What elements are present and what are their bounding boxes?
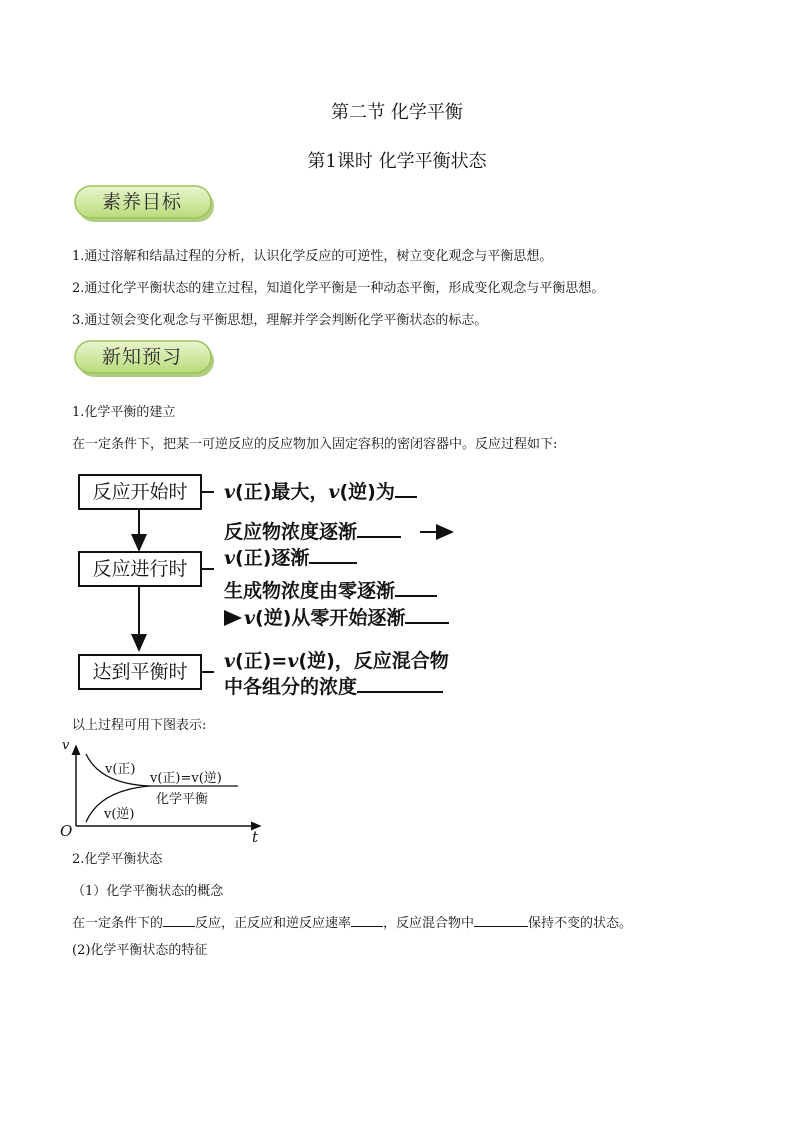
flow-box-progress: 反应进行时: [78, 551, 202, 587]
answer-blank: [405, 606, 449, 624]
flow-text-concentration: 中各组分的浓度: [224, 674, 443, 700]
answer-blank: [395, 480, 417, 498]
x-axis-label: t: [252, 828, 259, 846]
answer-blank: [309, 546, 357, 564]
flow-text-forward-rate: v(正)逐渐: [224, 545, 357, 571]
flow-text-reverse-rate: v(逆)从零开始逐渐: [244, 605, 449, 631]
answer-blank: [163, 914, 195, 927]
flow-text-product: 生成物浓度由零逐渐: [224, 578, 437, 604]
section2-sub2: (2)化学平衡状态的特征: [72, 943, 208, 958]
answer-blank: [357, 675, 443, 693]
preview-banner-label: 新知预习: [101, 346, 182, 368]
flow-text-reactant: 反应物浓度逐渐: [224, 519, 401, 545]
flow-box-start: 反应开始时: [78, 474, 202, 510]
flow-text-equal-rates: v(正)=v(逆)，反应混合物: [224, 650, 449, 672]
answer-blank: [357, 520, 401, 538]
origin-label: O: [60, 822, 73, 840]
equilibrium-label: 化学平衡: [156, 792, 209, 807]
answer-blank: [351, 914, 383, 927]
equal-rates-label: v(正)=v(逆): [150, 771, 222, 786]
section-title: 第二节 化学平衡: [331, 102, 463, 123]
lesson-title: 第1课时 化学平衡状态: [307, 151, 487, 172]
answer-blank: [474, 914, 528, 927]
goal-item-1: 1.通过溶解和结晶过程的分析，认识化学反应的可逆性，树立变化观念与平衡思想。: [72, 249, 553, 264]
goal-item-3: 3.通过领会变化观念与平衡思想，理解并学会判断化学平衡状态的标志。: [72, 313, 488, 328]
goal-item-2: 2.通过化学平衡状态的建立过程，知道化学平衡是一种动态平衡，形成变化观念与平衡思想。: [72, 281, 605, 296]
section2-definition: 在一定条件下的 反应，正反应和逆反应速率 ，反应混合物中 保持不变的状态。: [72, 916, 633, 931]
section2-heading: 2.化学平衡状态: [72, 852, 163, 867]
flow-text-start: v(正)最大，v(逆)为: [224, 479, 417, 505]
answer-blank: [395, 579, 437, 597]
goals-banner-label: 素养目标: [101, 191, 182, 213]
graph-intro: 以上过程可用下图表示:: [72, 718, 207, 733]
y-axis-label: v: [62, 738, 70, 753]
flow-box-equilibrium: 达到平衡时: [78, 654, 202, 690]
section1-heading: 1.化学平衡的建立: [72, 405, 176, 420]
reverse-rate-label: v(逆): [104, 807, 135, 822]
forward-rate-label: v(正): [105, 762, 136, 777]
section1-intro: 在一定条件下，把某一可逆反应的反应物加入固定容积的密闭容器中。反应过程如下:: [72, 437, 558, 452]
section2-sub1: （1）化学平衡状态的概念: [72, 884, 224, 899]
